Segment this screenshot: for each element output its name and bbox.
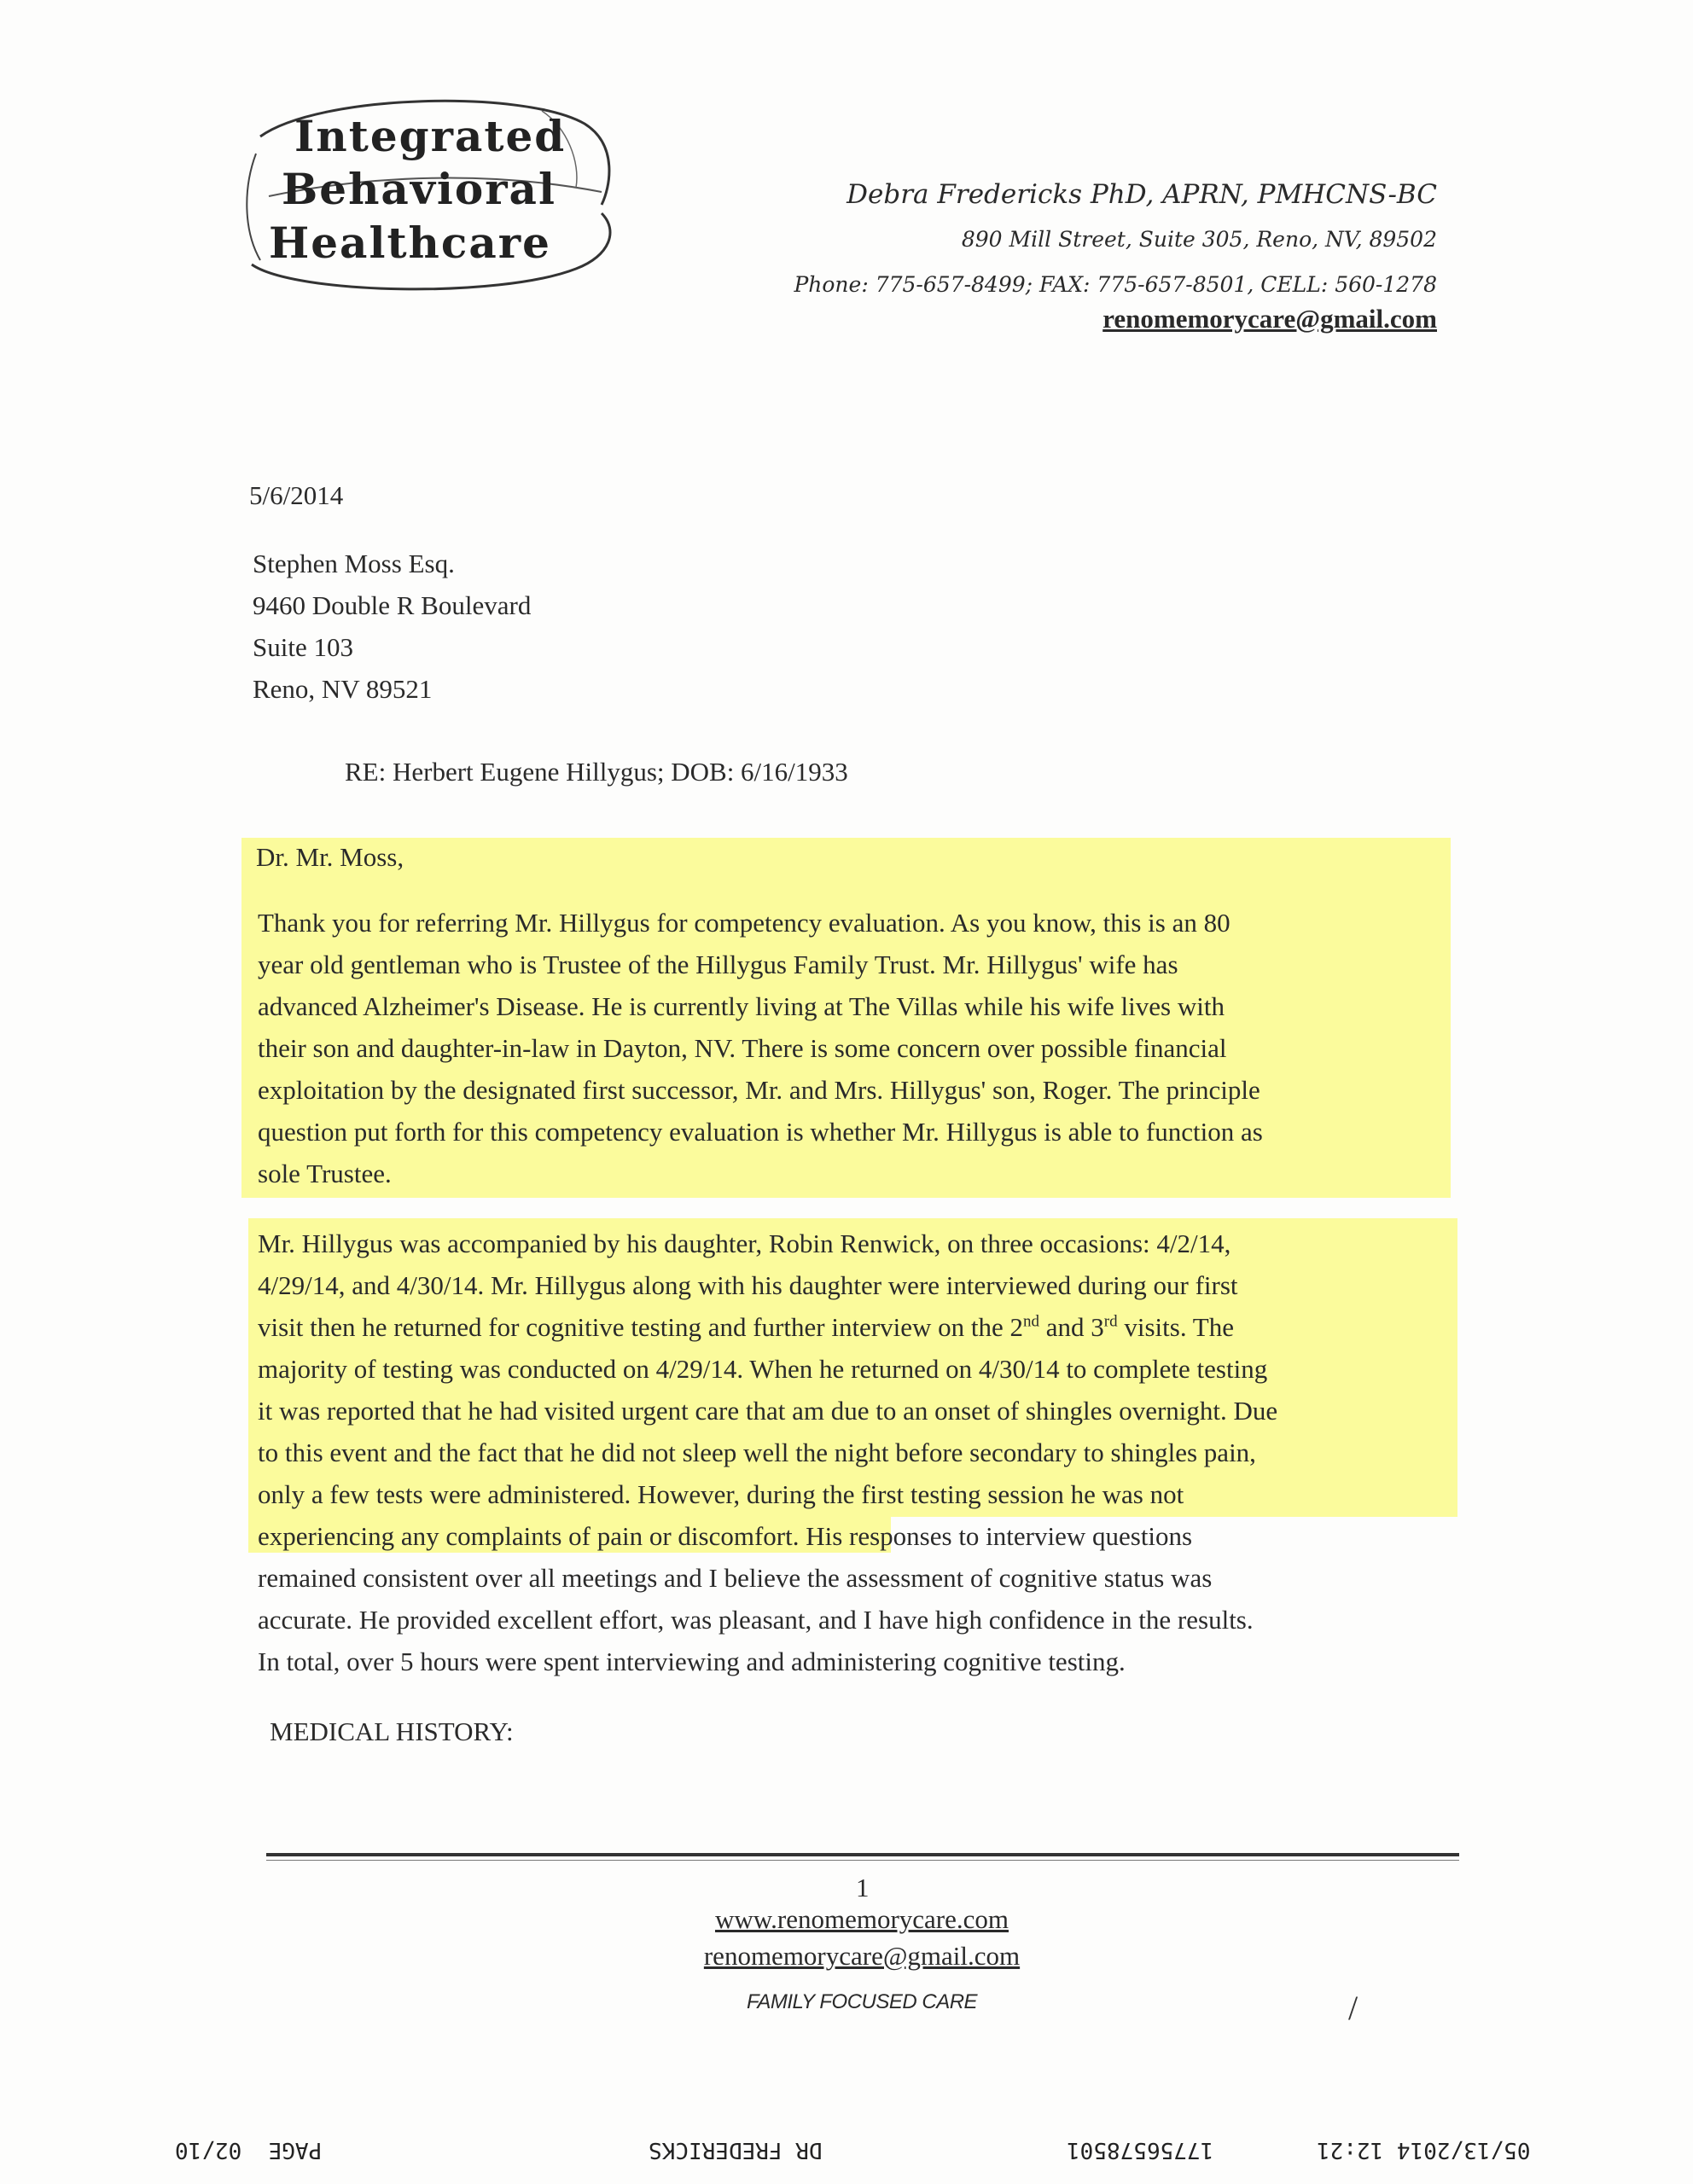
logo-text-line-2: Behavioral [282, 164, 556, 214]
paragraph-2 [258, 1223, 1277, 1682]
footer-divider [266, 1853, 1459, 1856]
footer-tagline: FAMILY FOCUSED CARE [746, 1990, 978, 2013]
text-line: to this event and the fact that he did not sleep well the night before secondary to shingles pain, [258, 1438, 1256, 1467]
text-line: Thank you for referring Mr. Hillygus for competency evaluation. As you know, this is an 80 [258, 908, 1230, 938]
footer-divider-thin [266, 1860, 1459, 1861]
letterhead-phone: Phone: 775-657-8499; FAX: 775-657-8501, CELL: 560-1278 [794, 272, 1437, 297]
fax-page-count: PAGE 02/10 [175, 2137, 323, 2163]
paragraph-1 [258, 902, 1263, 1194]
recipient-street: 9460 Double R Boulevard [253, 590, 532, 620]
text-segment: His responses to interview questions [799, 1521, 1193, 1551]
pen-mark: / [1348, 1989, 1358, 2027]
text-line: question put forth for this competency evaluation is whether Mr. Hillygus is able to function as [258, 1117, 1263, 1147]
subject-line: RE: Herbert Eugene Hillygus; DOB: 6/16/1933 [345, 757, 848, 787]
footer-website-link[interactable]: www.renomemorycare.com [714, 1904, 1009, 1934]
text-segment: experiencing any complaints of pain or discomfort. [258, 1521, 800, 1551]
text-line [258, 1515, 1277, 1557]
letterhead-address: 890 Mill Street, Suite 305, Reno, NV, 89502 [961, 227, 1437, 252]
text-line: sole Trustee. [258, 1159, 392, 1188]
logo-text-line-1: Integrated [294, 111, 567, 161]
text-segment: and 3 [1039, 1312, 1104, 1342]
text-line: exploitation by the designated first successor, Mr. and Mrs. Hillygus' son, Roger. The principle [258, 1075, 1260, 1105]
text-line: only a few tests were administered. However, during the first testing session he was not [258, 1479, 1184, 1509]
text-segment: visits. The [1117, 1312, 1234, 1342]
fax-number: 17756578501 [1067, 2137, 1214, 2163]
footer-email-link[interactable]: renomemorycare@gmail.com [703, 1941, 1021, 1971]
company-logo [243, 94, 627, 299]
superscript: nd [1023, 1312, 1040, 1331]
text-segment: visit then he returned for cognitive testing and further interview on the 2 [258, 1312, 1024, 1342]
text-line: accurate. He provided excellent effort, was pleasant, and I have high confidence in the results. [258, 1605, 1254, 1635]
text-line [258, 1306, 1277, 1348]
fax-sender: DR FREDERICKS [649, 2137, 823, 2163]
letter-date: 5/6/2014 [249, 480, 344, 510]
text-line: it was reported that he had visited urgent care that am due to an onset of shingles overnight. Due [258, 1396, 1278, 1426]
superscript: rd [1103, 1312, 1118, 1331]
fax-timestamp: 05/13/2014 12:21 [1317, 2137, 1531, 2163]
text-line: their son and daughter-in-law in Dayton, NV. There is some concern over possible financial [258, 1033, 1227, 1063]
recipient-name: Stephen Moss Esq. [253, 549, 455, 578]
text-line: 4/29/14, and 4/30/14. Mr. Hillygus along with his daughter were interviewed during our first [258, 1270, 1238, 1300]
logo-text-line-3: Healthcare [269, 218, 551, 268]
letterhead-email-link[interactable]: renomemorycare@gmail.com [1102, 304, 1437, 334]
recipient-address [253, 543, 531, 710]
text-line: advanced Alzheimer's Disease. He is currently living at The Villas while his wife lives with [258, 991, 1225, 1021]
recipient-city: Reno, NV 89521 [253, 674, 433, 704]
recipient-suite: Suite 103 [253, 632, 353, 662]
text-line: In total, over 5 hours were spent interviewing and administering cognitive testing. [258, 1647, 1126, 1676]
letterhead-name: Debra Fredericks PhD, APRN, PMHCNS-BC [846, 179, 1437, 210]
letterhead-contact [794, 179, 1437, 334]
text-line: majority of testing was conducted on 4/29/14. When he returned on 4/30/14 to complete testing [258, 1354, 1268, 1384]
text-line: year old gentleman who is Trustee of the Hillygus Family Trust. Mr. Hillygus' wife has [258, 950, 1178, 979]
section-heading: MEDICAL HISTORY: [270, 1716, 514, 1746]
salutation: Dr. Mr. Moss, [256, 842, 404, 872]
page-number: 1 [856, 1873, 870, 1902]
text-line: Mr. Hillygus was accompanied by his daughter, Robin Renwick, on three occasions: 4/2/14, [258, 1228, 1231, 1258]
text-line: remained consistent over all meetings and I believe the assessment of cognitive status was [258, 1563, 1213, 1593]
